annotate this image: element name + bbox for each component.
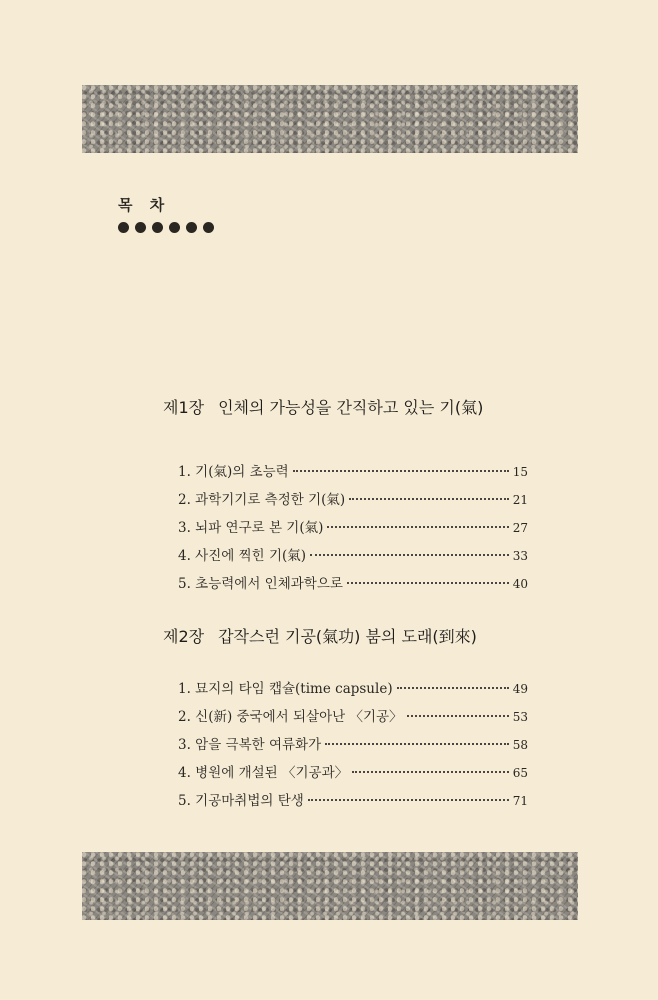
page-number: 65 — [512, 766, 528, 780]
chapter-number: 제1장 — [163, 398, 205, 417]
entry-label: 1. 기(氣)의 초능력 — [178, 464, 289, 480]
toc-entry[interactable] — [178, 733, 528, 761]
entry-label: 5. 기공마취법의 탄생 — [178, 793, 304, 809]
entry-label: 2. 신(新) 중국에서 되살아난 〈기공〉 — [178, 709, 403, 725]
dot-leader — [325, 743, 509, 745]
chapter-title: 인체의 가능성을 간직하고 있는 기(氣) — [218, 398, 484, 417]
toc-entry[interactable] — [178, 705, 528, 733]
entry-label: 3. 암을 극복한 여류화가 — [178, 737, 322, 753]
ornament-dot — [169, 222, 180, 233]
dot-leader — [347, 582, 509, 584]
entry-label: 2. 과학기기로 측정한 기(氣) — [178, 492, 346, 508]
toc-entry[interactable] — [178, 488, 528, 516]
dot-leader — [397, 687, 509, 689]
page-number: 15 — [512, 465, 528, 479]
ornament-dot — [186, 222, 197, 233]
toc-entry[interactable] — [178, 761, 528, 789]
chapter-2-heading — [163, 624, 563, 647]
entry-label: 1. 묘지의 타임 캡슐(time capsule) — [178, 681, 393, 697]
ornament-dot — [118, 222, 129, 233]
ornament-dot — [203, 222, 214, 233]
dot-leader — [349, 498, 509, 500]
dot-leader — [352, 771, 509, 773]
decorative-band-bottom — [82, 852, 578, 920]
toc-entry[interactable] — [178, 544, 528, 572]
page-number: 21 — [512, 493, 528, 507]
page-number: 71 — [512, 794, 528, 808]
chapter-1-heading — [163, 395, 563, 418]
chapter-2-entries — [178, 677, 528, 817]
toc-entry[interactable] — [178, 516, 528, 544]
ornament-dot — [152, 222, 163, 233]
dot-leader — [310, 554, 509, 556]
chapter-number: 제2장 — [163, 627, 205, 646]
toc-entry[interactable] — [178, 789, 528, 817]
ornament-dot — [135, 222, 146, 233]
page-number: 40 — [512, 577, 528, 591]
dot-leader — [308, 799, 509, 801]
decorative-band-top — [82, 85, 578, 153]
entry-label: 4. 병원에 개설된 〈기공과〉 — [178, 765, 349, 781]
toc-entry[interactable] — [178, 572, 528, 600]
entry-label: 4. 사진에 찍힌 기(氣) — [178, 548, 307, 564]
page-number: 53 — [512, 710, 528, 724]
entry-label: 5. 초능력에서 인체과학으로 — [178, 576, 343, 592]
toc-entry[interactable] — [178, 460, 528, 488]
entry-label: 3. 뇌파 연구로 본 기(氣) — [178, 520, 324, 536]
chapter-title: 갑작스런 기공(氣功) 붐의 도래(到來) — [218, 627, 477, 646]
toc-dots-ornament — [118, 222, 214, 233]
toc-entry[interactable] — [178, 677, 528, 705]
page-number: 58 — [512, 738, 528, 752]
page-number: 49 — [512, 682, 528, 696]
dot-leader — [327, 526, 508, 528]
toc-heading: 목 차 — [118, 196, 171, 214]
page-number: 33 — [512, 549, 528, 563]
chapter-1-entries — [178, 460, 528, 600]
dot-leader — [293, 470, 509, 472]
page-number: 27 — [512, 521, 528, 535]
dot-leader — [407, 715, 509, 717]
